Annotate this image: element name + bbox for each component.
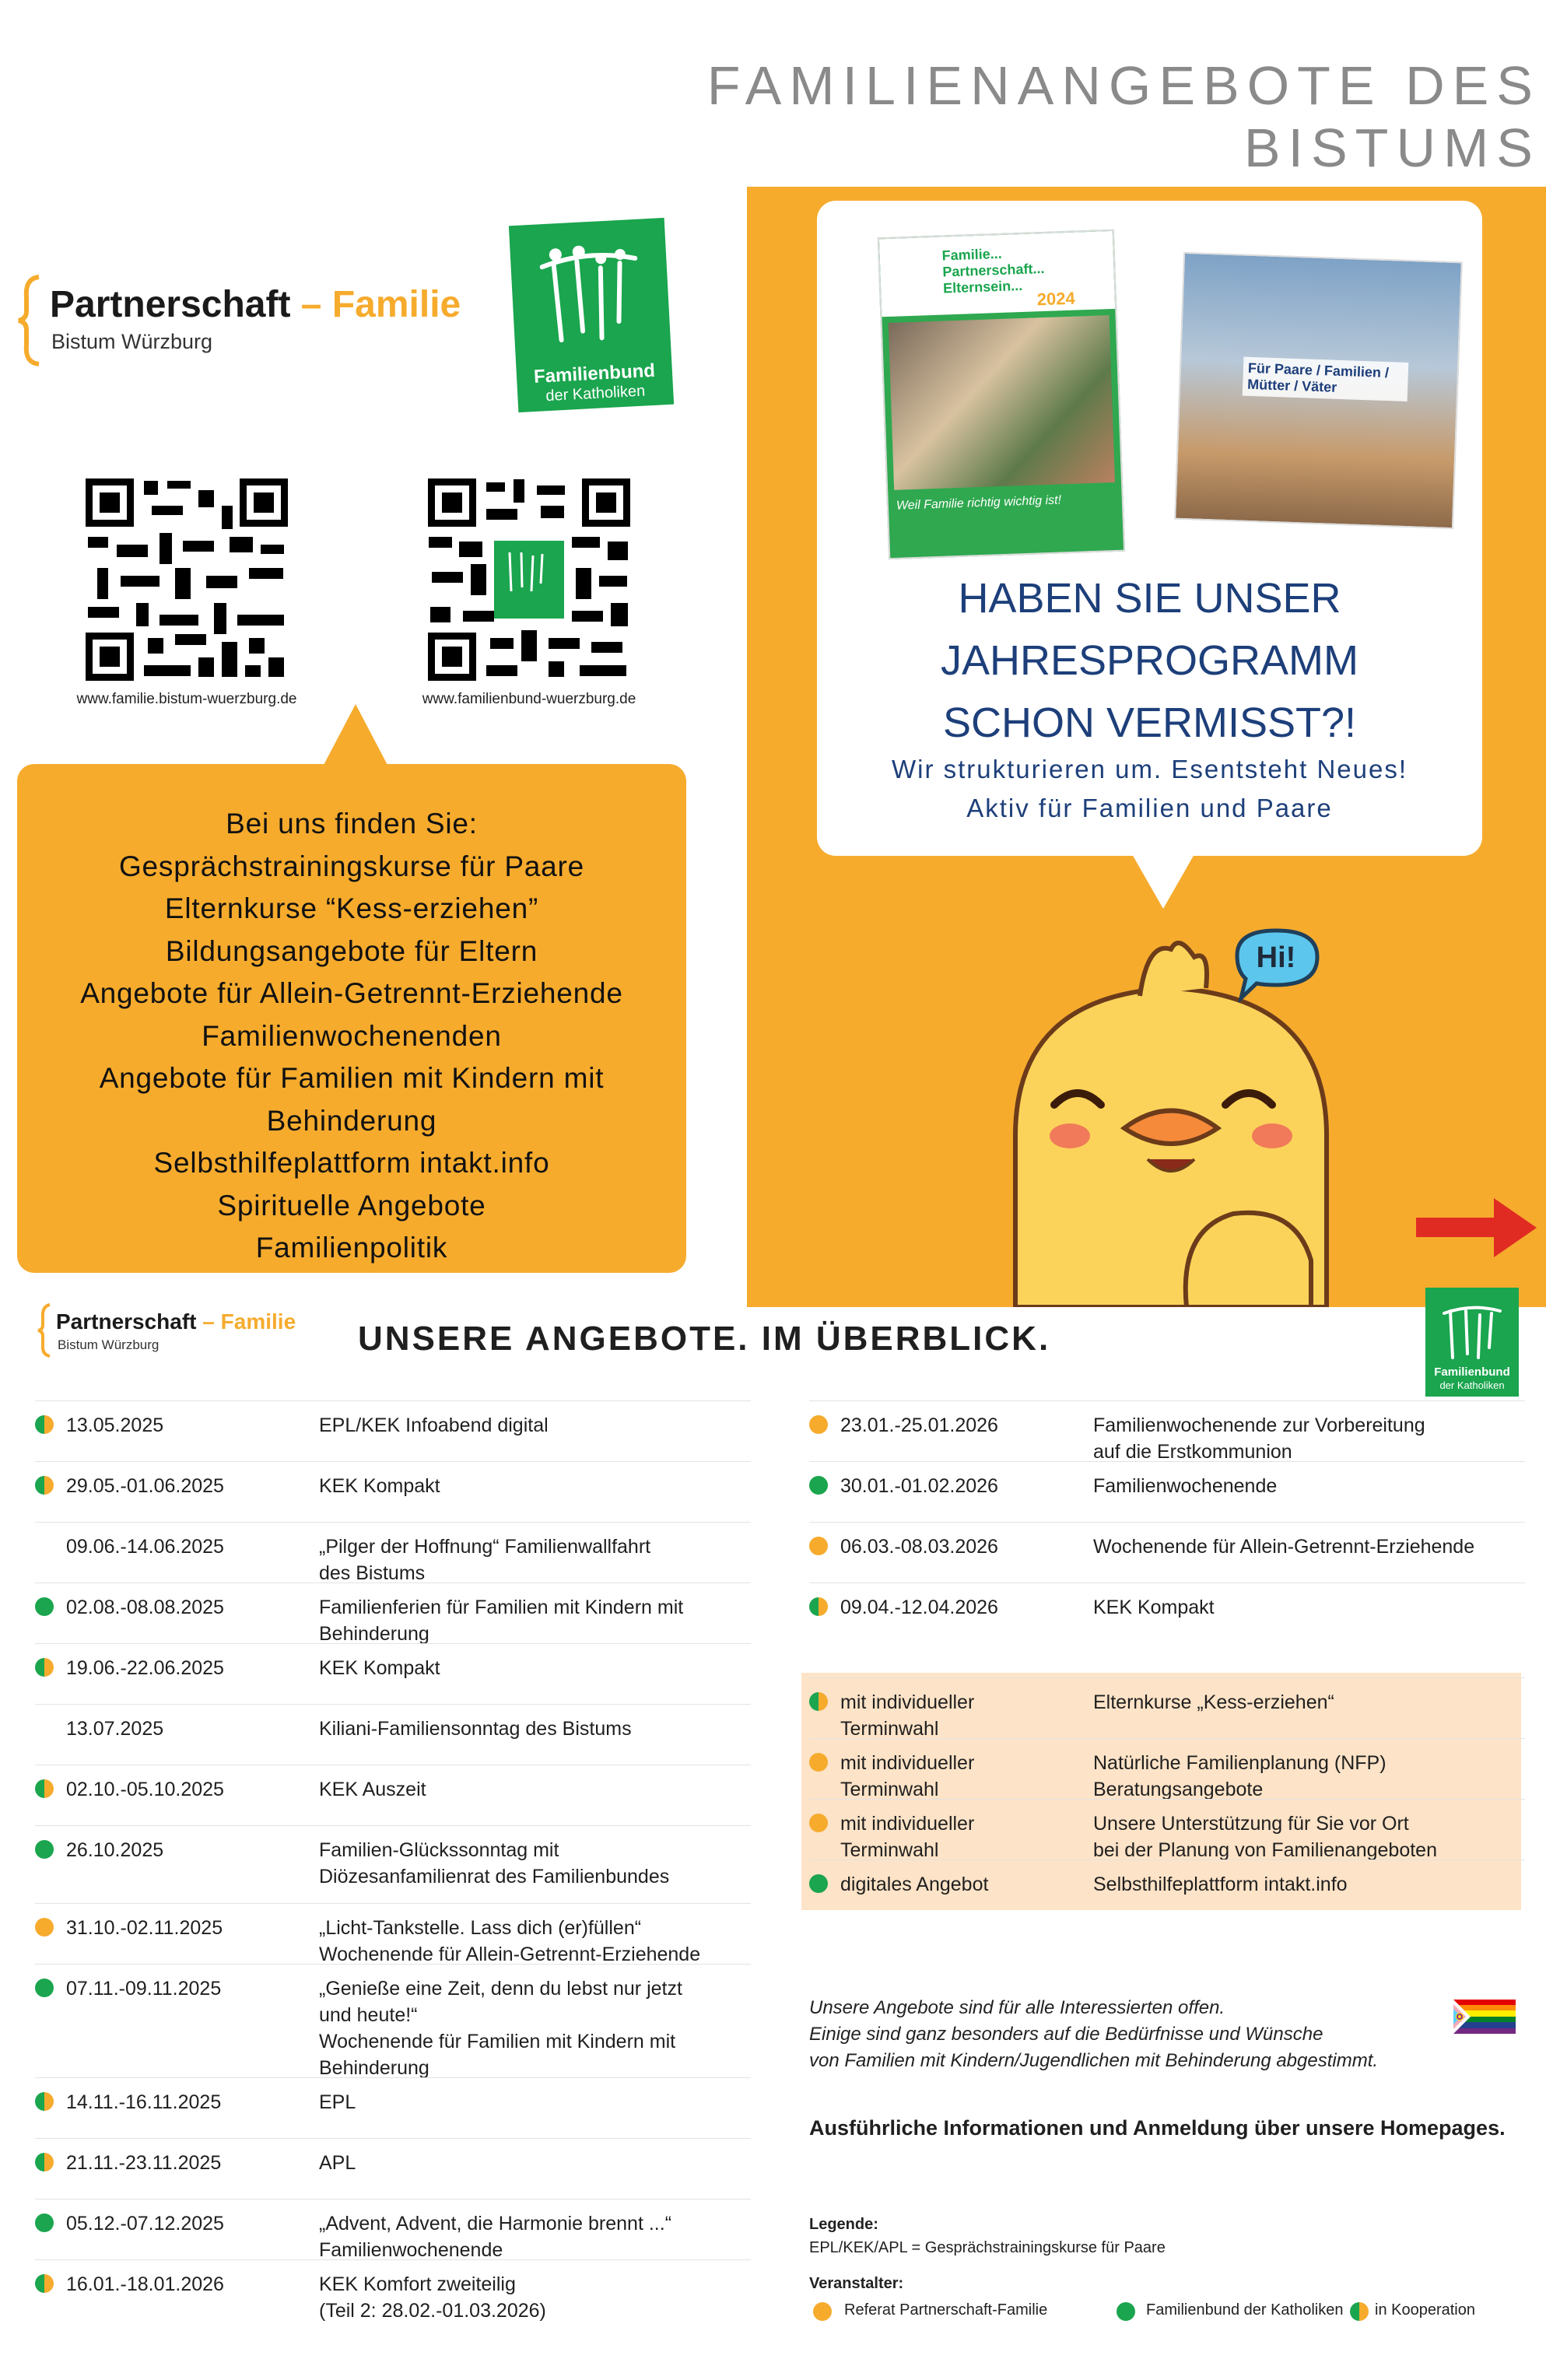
organizers-title: Veranstalter:: [809, 2275, 904, 2292]
offers-list: [17, 803, 686, 1270]
event-description: Familienferien für Familien mit Kindern mit Behinderung: [319, 1597, 684, 1645]
event-row: [35, 1522, 751, 1583]
organizer-marker-dot: [35, 1979, 54, 1997]
familienbund-line2: der Katholiken: [1439, 1379, 1505, 1391]
event-description: KEK Auszeit: [319, 1779, 426, 1800]
event-row: [35, 2199, 751, 2260]
event-date: 05.12.-07.12.2025: [66, 2213, 224, 2235]
organizer-marker-dot: [35, 2214, 54, 2232]
brochure1-year: 2024: [1036, 288, 1076, 310]
event-row: [809, 1461, 1525, 1523]
organizer-marker-dot: [35, 1597, 54, 1616]
event-description: Natürliche Familienplanung (NFP) Beratungsangebote: [1093, 1752, 1386, 1800]
organizer-marker-dot: [809, 1537, 828, 1555]
logo-main-text: Partnerschaft: [50, 284, 291, 325]
logo-main-text: Partnerschaft: [56, 1309, 197, 1334]
event-date: 23.01.-25.01.2026: [840, 1414, 998, 1436]
organizer-marker-dot: [809, 1753, 828, 1772]
organizer-label: Familienbund der Katholiken: [1146, 2301, 1344, 2319]
event-row: [35, 1400, 751, 1462]
organizer-marker-dot: [809, 1692, 828, 1711]
partnerschaft-logo: [17, 274, 484, 367]
offer-item: Familienwochenenden: [202, 1019, 502, 1052]
offer-item: Spirituelle Angebote: [217, 1189, 486, 1222]
familienbund-line2: der Katholiken: [545, 382, 646, 405]
program-headline-2: JAHRESPROGRAMM: [940, 637, 1359, 684]
familienbund-line1: Familienbund: [1434, 1365, 1510, 1379]
family-figures-icon: [1425, 1292, 1519, 1365]
event-date: 19.06.-22.06.2025: [66, 1657, 224, 1679]
event-row: [35, 1964, 751, 2078]
event-row: [35, 1461, 751, 1523]
event-date: 31.10.-02.11.2025: [66, 1917, 223, 1939]
event-description: EPL/KEK Infoabend digital: [319, 1414, 549, 1436]
event-date: mit individueller Terminwahl: [840, 1691, 975, 1740]
inclusion-note: [809, 1995, 1478, 2074]
event-description: Familienwochenende zur Vorbereitung auf die Erstkommunion: [1093, 1414, 1425, 1463]
event-description: KEK Kompakt: [1093, 1597, 1215, 1618]
event-date: 13.05.2025: [66, 1414, 164, 1436]
qr-code-icon: [424, 475, 634, 685]
logo-sub-text: Bistum Würzburg: [58, 1337, 160, 1352]
event-date: 06.03.-08.03.2026: [840, 1536, 998, 1558]
organizer-marker-dot: [809, 1597, 828, 1616]
event-row: [809, 1859, 1525, 1921]
event-row: [809, 1400, 1525, 1462]
partnerschaft-logo-small: [37, 1303, 349, 1358]
event-date: 09.06.-14.06.2025: [66, 1536, 224, 1558]
offer-item: Angebote für Familien mit Kindern mit: [99, 1062, 605, 1094]
organizer-legend: [813, 2300, 1529, 2331]
offer-item: Bildungsangebote für Eltern: [165, 934, 538, 967]
qr-code-familie[interactable]: [82, 475, 292, 685]
event-description: APL: [319, 2152, 356, 2174]
logo-dash: –: [196, 1309, 221, 1334]
legend-text: EPL/KEK/APL = Gesprächstrainingskurse für Paare: [809, 2239, 1166, 2256]
program-bubble-tail: [1132, 854, 1194, 909]
progress-pride-flag-icon: [1453, 2000, 1516, 2034]
organizer-marker-dot: [809, 1814, 828, 1832]
event-row: [809, 1522, 1525, 1583]
offers-intro: Bei uns finden Sie:: [226, 808, 478, 839]
offer-item: Gesprächstrainingskurse für Paare: [118, 850, 585, 882]
organizer-marker-dot: [809, 1874, 828, 1893]
hi-text: Hi!: [1256, 941, 1296, 974]
event-description: „Licht-Tankstelle. Lass dich (er)füllen“ Wochenende für Allein-Getrennt-Erziehende: [319, 1917, 701, 1965]
event-row: [35, 1704, 751, 1765]
program-subline-2: Aktiv für Familien und Paare: [966, 794, 1333, 822]
event-row: [809, 1799, 1525, 1860]
event-date: 21.11.-23.11.2025: [66, 2152, 222, 2174]
program-headline-3: SCHON VERMISST?!: [942, 699, 1357, 746]
brace-icon: [17, 274, 48, 367]
event-row: [35, 2138, 751, 2199]
brochure1-footer: Weil Familie richtig wichtig ist!: [896, 493, 1062, 513]
event-date: mit individueller Terminwahl: [840, 1752, 975, 1800]
event-description: Familien-Glückssonntag mit Diözesanfamilienrat des Familienbundes: [319, 1839, 670, 1888]
event-date: 09.04.-12.04.2026: [840, 1597, 998, 1618]
familienbund-logo: [509, 218, 674, 412]
event-row: [35, 1825, 751, 1887]
homepage-info: Ausführliche Informationen und Anmeldung über unsere Homepages.: [809, 2116, 1506, 2140]
qr-url-familienbund[interactable]: www.familienbund-wuerzburg.de: [422, 691, 636, 707]
event-date: 07.11.-09.11.2025: [66, 1978, 222, 2000]
legend-title: Legende:: [809, 2216, 878, 2233]
qr-code-icon: [82, 475, 292, 685]
brochure1-title: Familie... Partnerschaft... Elternsein...: [941, 245, 1045, 296]
brochure2-label: Für Paare / Familien / Mütter / Väter: [1243, 357, 1409, 401]
organizer-marker-dot: [35, 1840, 54, 1859]
red-arrow-icon: [1416, 1190, 1541, 1260]
event-date: 13.07.2025: [66, 1718, 164, 1740]
logo-dash: –: [290, 284, 332, 325]
event-description: Elternkurse „Kess-erziehen“: [1093, 1691, 1334, 1713]
speech-bubble-tail: [323, 704, 388, 766]
familienbund-line1: Familienbund: [533, 359, 656, 387]
note-line: von Familien mit Kindern/Jugendlichen mit Behinderung abgestimmt.: [809, 2050, 1379, 2071]
program-subline-1: Wir strukturieren um. Esentsteht Neues!: [891, 755, 1408, 783]
organizer-marker-green: [1117, 2302, 1135, 2321]
event-description: EPL: [319, 2091, 356, 2113]
logo-sub-text: Bistum Würzburg: [51, 330, 213, 353]
event-date: 26.10.2025: [66, 1839, 164, 1861]
event-date: digitales Angebot: [840, 1874, 989, 1895]
offer-item: Elternkurse “Kess-erziehen”: [164, 892, 539, 924]
organizer-marker-orange: [813, 2302, 832, 2321]
offer-item: Angebote für Allein-Getrennt-Erziehende: [80, 977, 623, 1009]
event-description: Wochenende für Allein-Getrennt-Erziehende: [1093, 1536, 1475, 1558]
event-date: 16.01.-18.01.2026: [66, 2273, 224, 2295]
logo-family-text: Familie: [220, 1309, 296, 1334]
event-row: [35, 1583, 751, 1644]
event-description: KEK Kompakt: [319, 1475, 440, 1497]
event-row: [809, 1677, 1525, 1739]
organizer-marker-dot: [35, 2153, 54, 2171]
event-date: 02.08.-08.08.2025: [66, 1597, 224, 1618]
logo-family-text: Familie: [331, 284, 461, 325]
qr-url-familie[interactable]: www.familie.bistum-wuerzburg.de: [76, 691, 297, 707]
event-description: Kiliani-Familiensonntag des Bistums: [319, 1718, 632, 1740]
offer-item: Behinderung: [266, 1104, 437, 1137]
event-date: 29.05.-01.06.2025: [66, 1475, 224, 1497]
organizer-marker-dot: [35, 2092, 54, 2111]
event-description: Unsere Unterstützung für Sie vor Ort bei der Planung von Familienangeboten: [1093, 1813, 1437, 1861]
organizer-marker-cooperation: [1350, 2302, 1369, 2321]
brochure1-photo: [889, 315, 1115, 490]
family-figures-icon: [509, 226, 671, 358]
brace-icon: [37, 1303, 54, 1358]
event-row: [809, 1738, 1525, 1800]
organizer-marker-dot: [35, 1779, 54, 1798]
organizer-marker-dot: [35, 2274, 54, 2293]
event-row: [809, 1583, 1525, 1644]
offer-item: Selbsthilfeplattform intakt.info: [153, 1147, 550, 1179]
event-description: Selbsthilfeplattform intakt.info: [1093, 1874, 1348, 1895]
event-row: [35, 1765, 751, 1826]
organizer-label: in Kooperation: [1375, 2301, 1475, 2319]
event-description: „Advent, Advent, die Harmonie brennt ...“ Familienwochenende: [319, 2213, 672, 2261]
note-line: Einige sind ganz besonders auf die Bedürfnisse und Wünsche: [809, 2024, 1323, 2045]
page-title: FAMILIENANGEBOTE DES BISTUMS: [706, 55, 1541, 178]
brochure-jahresprogramm[interactable]: [878, 230, 1125, 559]
event-date: 02.10.-05.10.2025: [66, 1779, 224, 1800]
event-row: [35, 2077, 751, 2139]
event-description: Familienwochenende: [1093, 1475, 1278, 1497]
event-description: „Genieße eine Zeit, denn du lebst nur jetzt und heute!“ Wochenende für Familien mit Kindern mit Behinderung: [319, 1978, 682, 2079]
event-date: 14.11.-16.11.2025: [66, 2091, 222, 2113]
organizer-marker-dot: [809, 1415, 828, 1434]
offer-item: Familienpolitik: [255, 1232, 448, 1264]
organizer-marker-dot: [35, 1918, 54, 1937]
organizer-marker-dot: [35, 1658, 54, 1677]
hi-speech-bubble: [1225, 924, 1327, 1002]
event-row: [35, 1643, 751, 1705]
note-line: Unsere Angebote sind für alle Interessierten offen.: [809, 1997, 1225, 2018]
organizer-label: Referat Partnerschaft-Familie: [844, 2301, 1048, 2319]
brochure-paare-familien[interactable]: [1174, 252, 1463, 529]
event-description: KEK Komfort zweiteilig (Teil 2: 28.02.-01.03.2026): [319, 2273, 546, 2322]
event-date: mit individueller Terminwahl: [840, 1813, 975, 1861]
overview-title: UNSERE ANGEBOTE. IM ÜBERBLICK.: [358, 1320, 1051, 1358]
event-row: [35, 2259, 751, 2321]
event-date: 30.01.-01.02.2026: [840, 1475, 998, 1497]
organizer-marker-dot: [35, 1415, 54, 1434]
organizer-marker-dot: [809, 1476, 828, 1495]
event-description: KEK Kompakt: [319, 1657, 440, 1679]
event-row: [35, 1903, 751, 1965]
qr-code-familienbund[interactable]: [424, 475, 634, 685]
organizer-marker-dot: [35, 1476, 54, 1495]
event-description: „Pilger der Hoffnung“ Familienwallfahrt des Bistums: [319, 1536, 651, 1584]
program-headline-1: HABEN SIE UNSER: [958, 575, 1341, 622]
familienbund-logo-small: [1425, 1288, 1519, 1397]
